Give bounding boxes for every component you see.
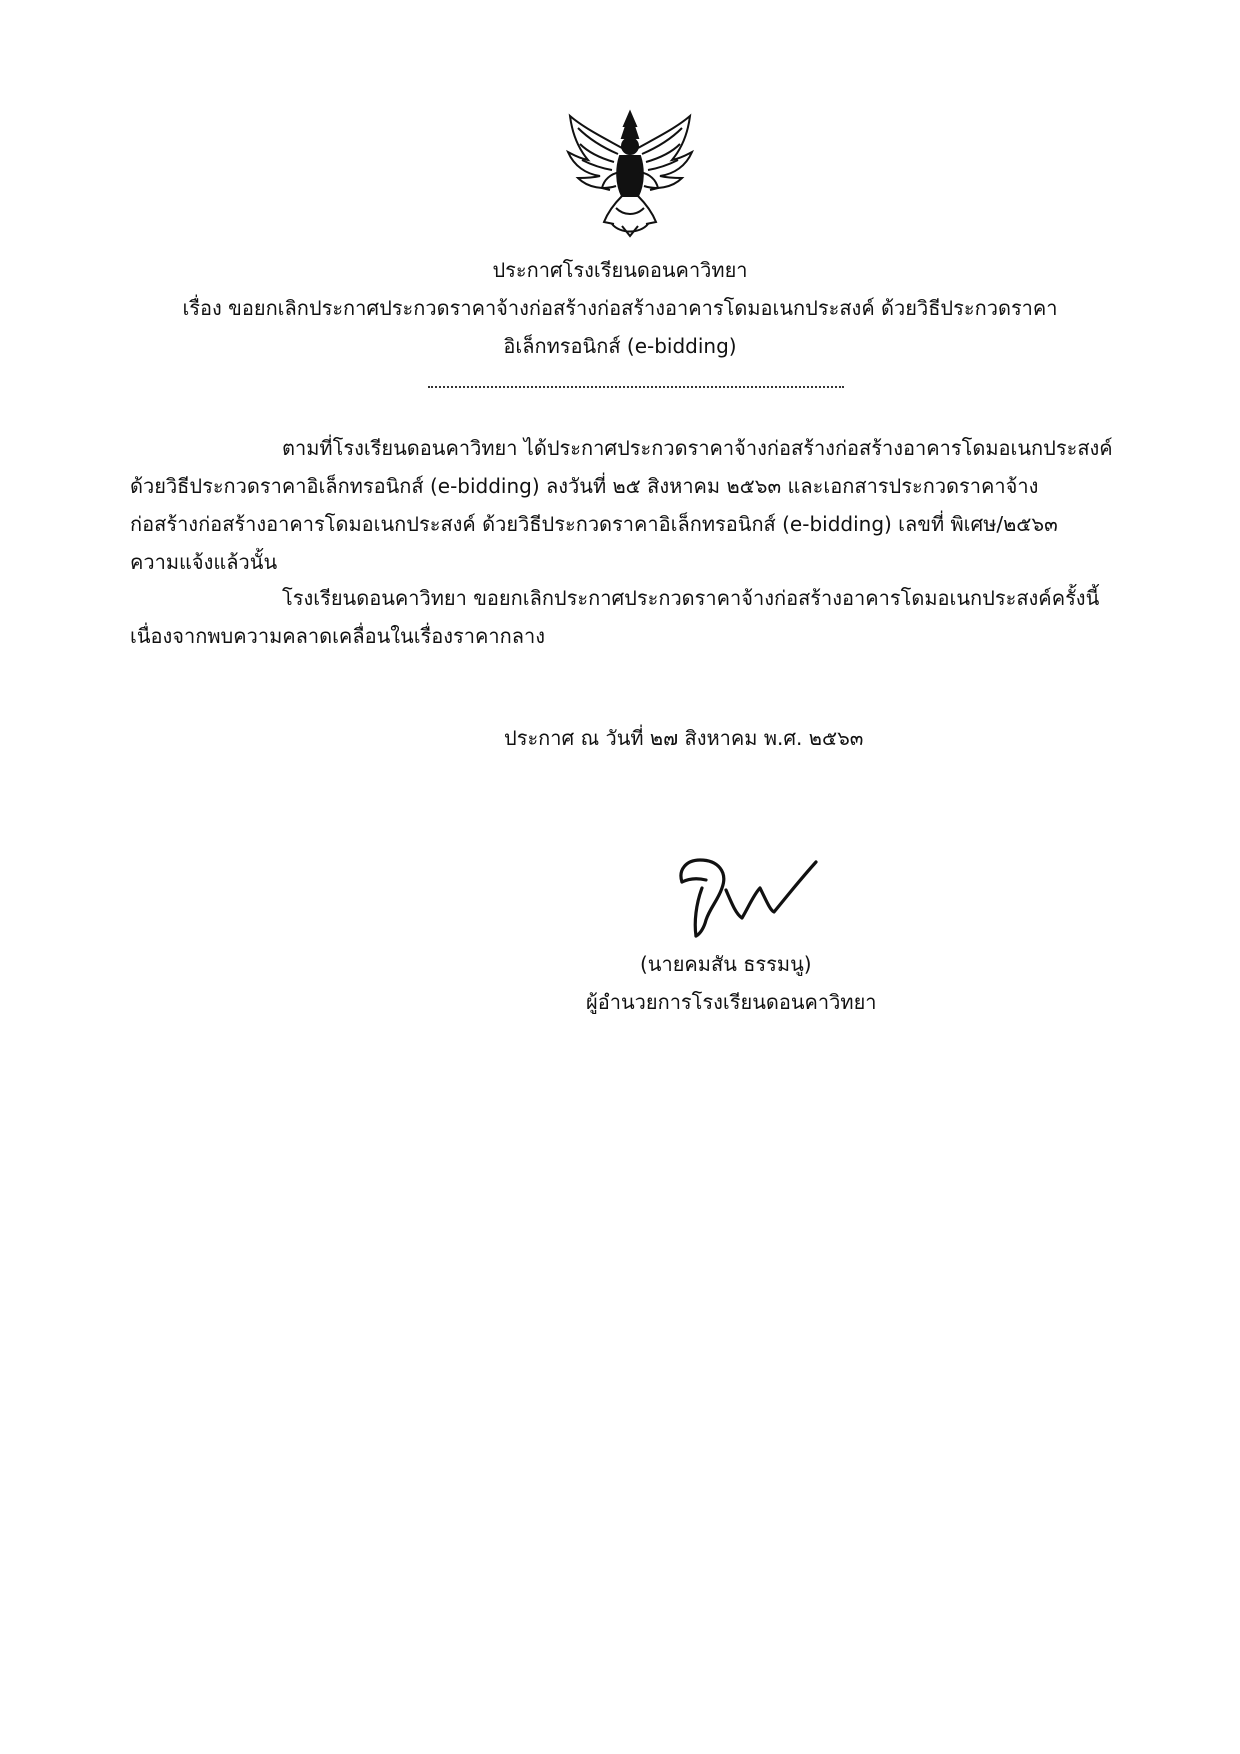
paragraph-1-line-4: ความแจ้งแล้วนั้น [130,550,278,574]
paragraph-1-line-1: ตามที่โรงเรียนดอนคาวิทยา ได้ประกาศประกวดราคาจ้างก่อสร้างก่อสร้างอาคารโดมอเนกประสงค์ [282,436,1113,460]
signatory-name: (นายคมสัน ธรรมนู) [640,952,812,976]
handwritten-signature [670,848,830,944]
paragraph-1-line-3: ก่อสร้างก่อสร้างอาคารโดมอเนกประสงค์ ด้วยวิธีประกวดราคาอิเล็กทรอนิกส์ (e-bidding) เลขที่ พิเศษ/๒๕๖๓ [130,512,1058,536]
paragraph-2-line-2: เนื่องจากพบความคลาดเคลื่อนในเรื่องราคากลาง [130,624,545,648]
issuer-heading: ประกาศโรงเรียนดอนคาวิทยา [492,258,748,282]
garuda-emblem-icon [564,108,696,240]
announcement-date: ประกาศ ณ วันที่ ๒๗ สิงหาคม พ.ศ. ๒๕๖๓ [504,726,864,750]
paragraph-2-line-1: โรงเรียนดอนคาวิทยา ขอยกเลิกประกาศประกวดราคาจ้างก่อสร้างอาคารโดมอเนกประสงค์ครั้งนี้ [282,586,1100,610]
subject-line-2: อิเล็กทรอนิกส์ (e-bidding) [503,334,737,358]
paragraph-1-line-2: ด้วยวิธีประกวดราคาอิเล็กทรอนิกส์ (e-bidding) ลงวันที่ ๒๕ สิงหาคม ๒๕๖๓ และเอกสารประกวดราคาจ้าง [130,474,1039,498]
separator-dotted-line [428,372,844,388]
signatory-title: ผู้อำนวยการโรงเรียนดอนคาวิทยา [586,990,877,1014]
subject-line-1: เรื่อง ขอยกเลิกประกาศประกวดราคาจ้างก่อสร้างก่อสร้างอาคารโดมอเนกประสงค์ ด้วยวิธีประกวดราคา [182,296,1058,320]
